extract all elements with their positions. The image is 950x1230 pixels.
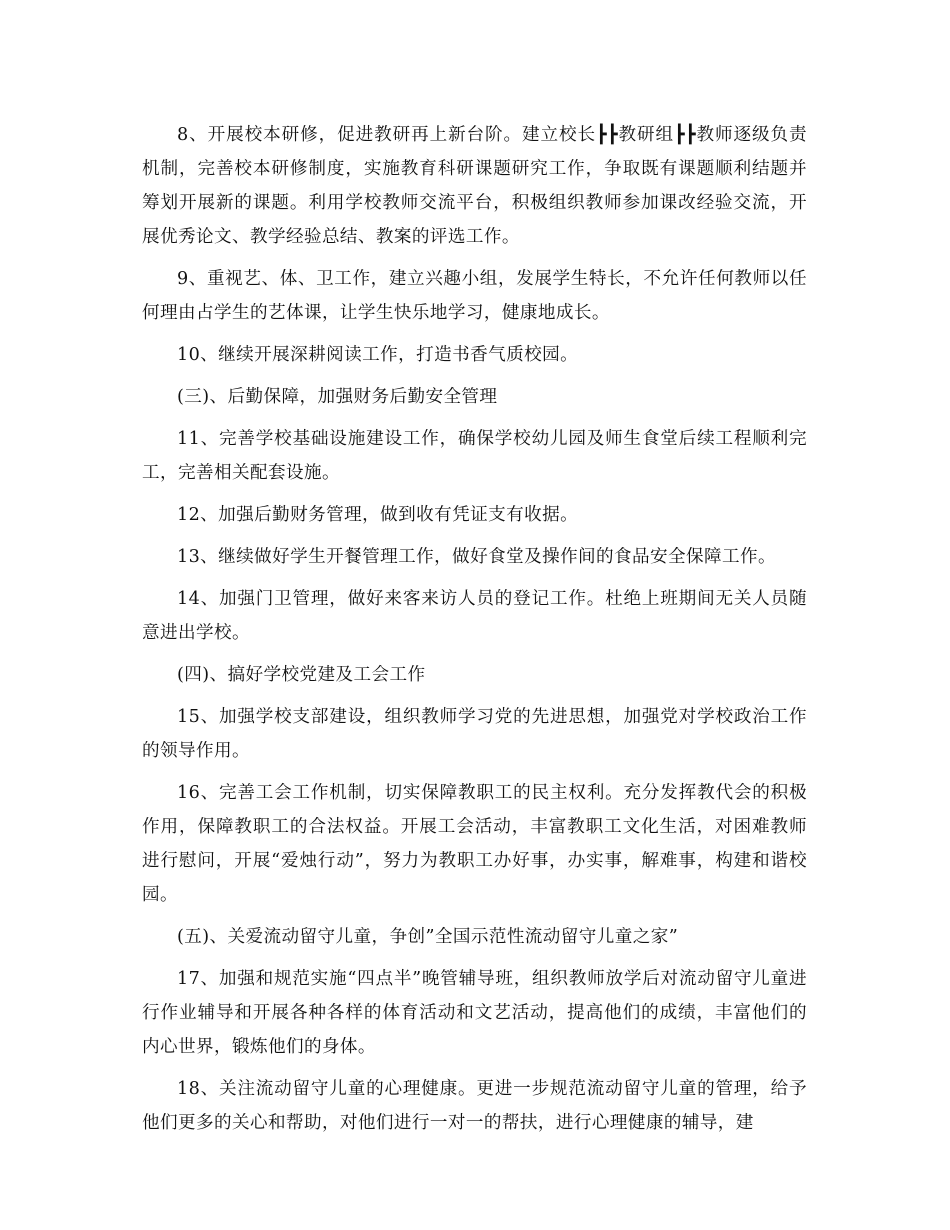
paragraph-item-17-after-school-class: 17、加强和规范实施“四点半”晚管辅导班，组织教师放学后对流动留守儿童进行作业辅导和开展各种各样的体育活动和文艺活动，提高他们的成绩，丰富他们的内心世界，锻炼他们的身体。 [142,969,807,1057]
paragraph-item-11-infrastructure: 11、完善学校基础设施建设工作，确保学校幼儿园及师生食堂后续工程顺利完工，完善相关配套设施。 [142,429,807,483]
paragraph-item-14-gatekeeping: 14、加强门卫管理，做好来客来访人员的登记工作。杜绝上班期间无关人员随意进出学校。 [142,589,807,643]
paragraph-item-10-reading: 10、继续开展深耕阅读工作，打造书香气质校园。 [177,345,579,365]
document-body [142,118,807,1148]
paragraph-item-15-party-branch: 15、加强学校支部建设，组织教师学习党的先进思想，加强党对学校政治工作的领导作用。 [142,707,807,761]
paragraph-item-16-union: 16、完善工会工作机制，切实保障教职工的民主权利。充分发挥教代会的积极作用，保障教职工的合法权益。开展工会活动，丰富教职工文化生活，对困难教师进行慰问，开展“爱烛行动”，努力为教职工办好事，办实事，解难事，构建和谐校园。 [142,783,807,905]
paragraph-item-13-food-safety: 13、继续做好学生开餐管理工作，做好食堂及操作间的食品安全保障工作。 [177,547,776,567]
section-heading-left-behind-children: (五)、关爱流动留守儿童，争创”全国示范性流动留守儿童之家” [177,927,679,947]
paragraph-item-9-arts-sports-health: 9、重视艺、体、卫工作，建立兴趣小组，发展学生特长，不允许任何教师以任何理由占学生的艺体课，让学生快乐地学习，健康地成长。 [142,269,807,323]
paragraph-item-12-finance: 12、加强后勤财务管理，做到收有凭证支有收据。 [177,505,579,525]
paragraph-item-18-mental-health: 18、关注流动留守儿童的心理健康。更进一步规范流动留守儿童的管理，给予他们更多的关心和帮助，对他们进行一对一的帮扶，进行心理健康的辅导，建 [142,1079,807,1133]
section-heading-logistics: (三)、后勤保障，加强财务后勤安全管理 [177,387,498,407]
section-heading-party-union: (四)、搞好学校党建及工会工作 [177,665,426,685]
paragraph-item-8-school-research: 8、开展校本研修，促进教研再上新台阶。建立校长┣┣教研组┣┣教师逐级负责机制，完善校本研修制度，实施教育科研课题研究工作，争取既有课题顺利结题并筹划开展新的课题。利用学校教师交流平台，积极组织教师参加课改经验交流，开展优秀论文、教学经验总结、教案的评选工作。 [142,125,807,247]
